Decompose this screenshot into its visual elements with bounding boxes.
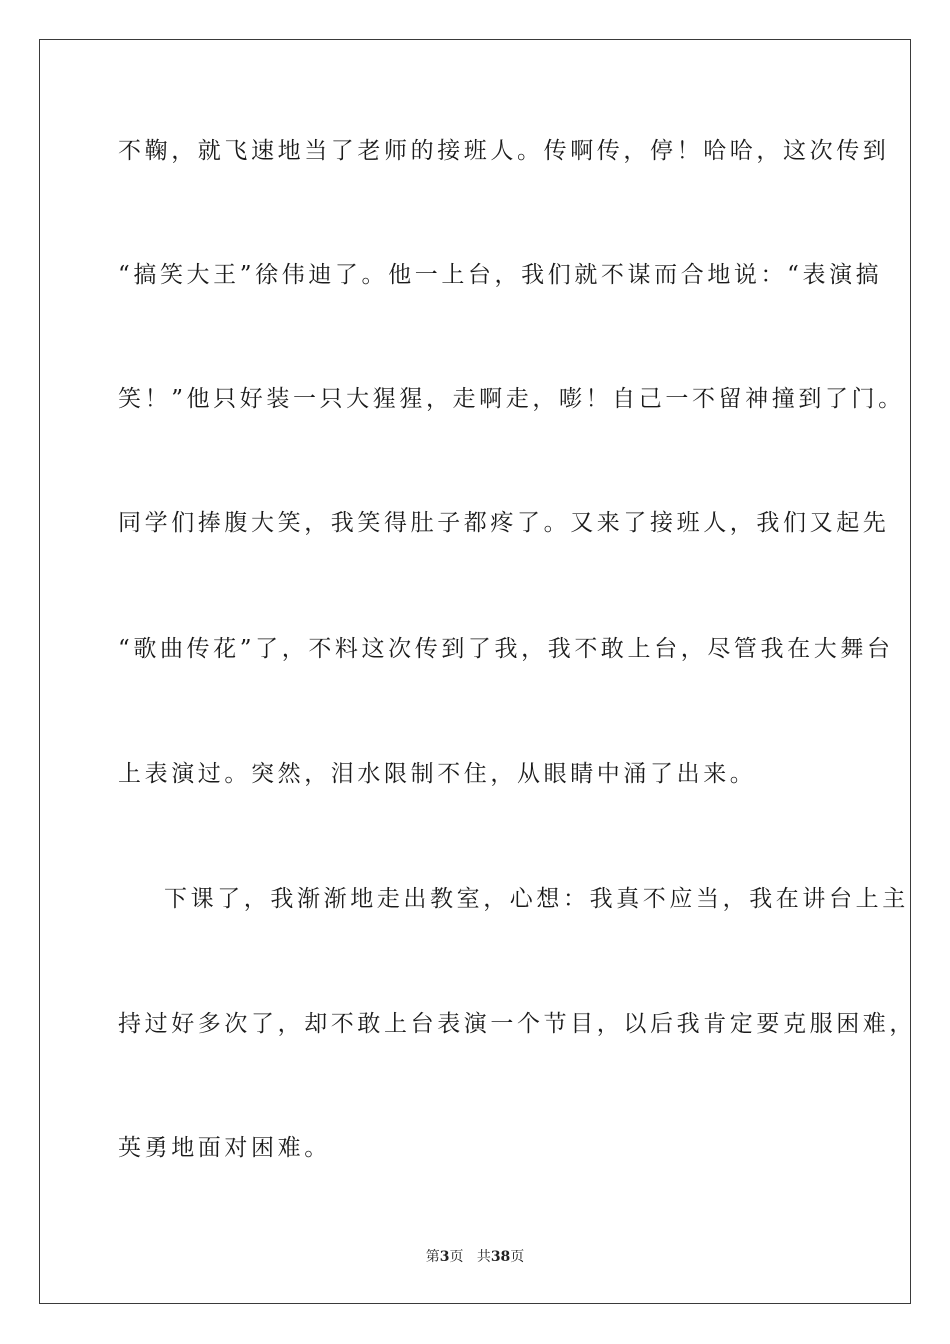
body-line-7-paragraph-start: 下课了，我渐渐地走出教室，心想：我真不应当，我在讲台上主 xyxy=(164,886,909,912)
body-line-8: 持过好多次了，却不敢上台表演一个节目，以后我肯定要克服困难， xyxy=(118,1011,916,1037)
footer-page-suffix: 页 xyxy=(449,1249,464,1265)
body-line-2: “搞笑大王”徐伟迪了。他一上台，我们就不谋而合地说：“表演搞 xyxy=(118,262,883,288)
body-line-4: 同学们捧腹大笑，我笑得肚子都疼了。又来了接班人，我们又起先 xyxy=(118,510,890,536)
page-border xyxy=(39,39,916,1304)
body-line-3: 笑！”他只好装一只大猩猩，走啊走，嘭！自己一不留神撞到了门。 xyxy=(118,386,905,412)
body-line-5: “歌曲传花”了，不料这次传到了我，我不敢上台，尽管我在大舞台 xyxy=(118,636,894,662)
footer-total-suffix: 页 xyxy=(510,1249,525,1265)
footer-total-prefix: 共 xyxy=(476,1249,491,1265)
footer-prefix: 第 xyxy=(425,1249,440,1265)
body-line-1: 不鞠，就飞速地当了老师的接班人。传啊传，停！哈哈，这次传到 xyxy=(118,138,890,164)
body-line-6: 上表演过。突然，泪水限制不住，从眼睛中涌了出来。 xyxy=(118,761,757,787)
footer-page-number: 3 xyxy=(439,1249,450,1265)
page-footer xyxy=(0,1247,950,1267)
footer-total-pages: 38 xyxy=(490,1249,511,1265)
body-line-9: 英勇地面对困难。 xyxy=(118,1135,331,1161)
